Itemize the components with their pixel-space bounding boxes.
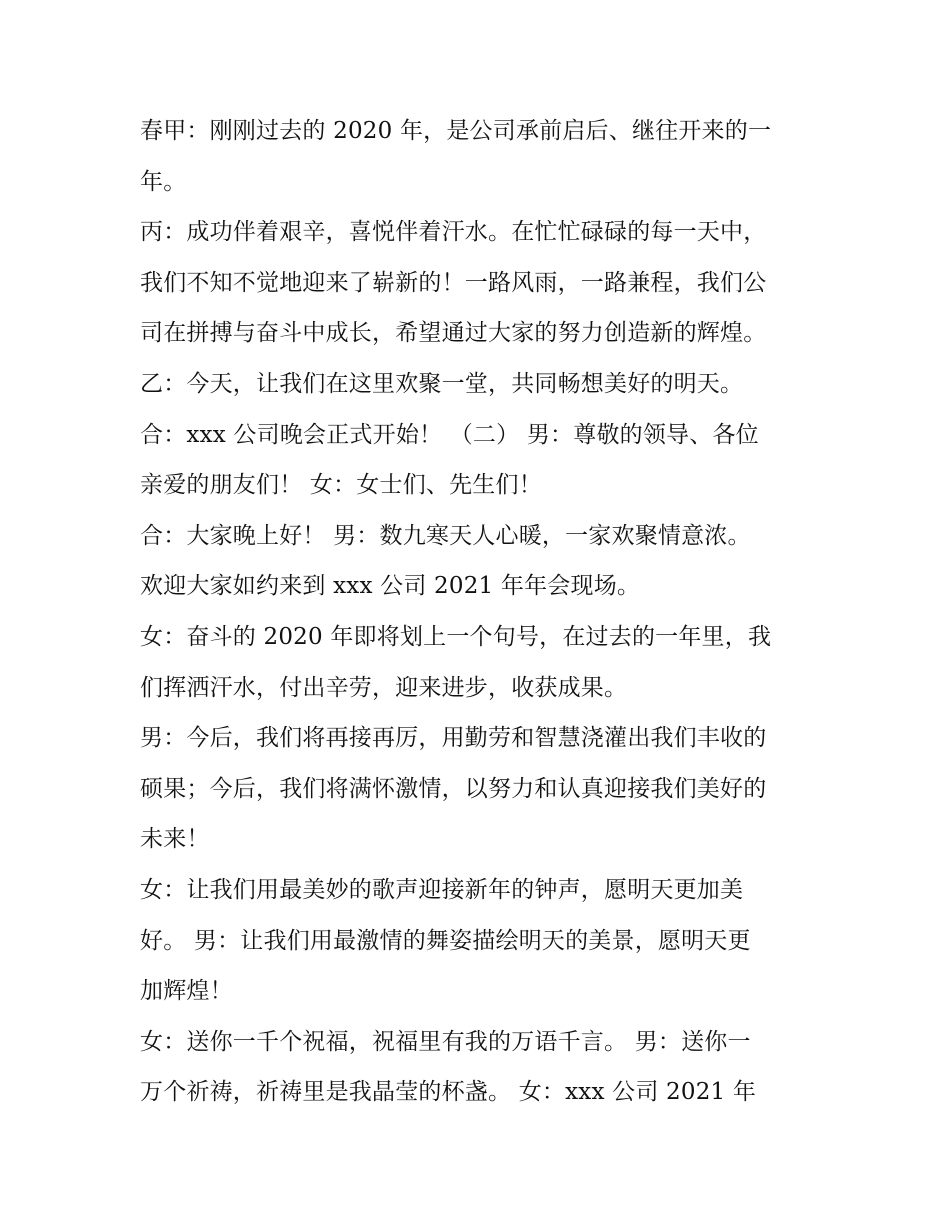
text-line: 年。 bbox=[140, 168, 187, 195]
text-line: 未来！ bbox=[140, 826, 210, 853]
text-line: 合：xxx 公司晚会正式开始！ （二） 男：尊敬的领导、各位 bbox=[140, 421, 759, 448]
text-line: 硕果；今后，我们将满怀激情，以努力和认真迎接我们美好的 bbox=[140, 775, 767, 802]
text-line: 们挥洒汗水，付出辛劳，迎来进步，收获成果。 bbox=[140, 674, 628, 701]
text-line: 女：送你一千个祝福，祝福里有我的万语千言。 男：送你一 bbox=[140, 1028, 751, 1055]
text-line: 合：大家晚上好！ 男：数九寒天人心暖，一家欢聚情意浓。 bbox=[140, 522, 751, 549]
text-line: 乙：今天，让我们在这里欢聚一堂，共同畅想美好的明天。 bbox=[140, 370, 744, 397]
text-line: 丙：成功伴着艰辛，喜悦伴着汗水。在忙忙碌碌的每一天中， bbox=[140, 219, 767, 246]
text-line: 我们不知不觉地迎来了崭新的！一路风雨，一路兼程，我们公 bbox=[140, 269, 767, 296]
text-line: 万个祈祷，祈祷里是我晶莹的杯盏。 女：xxx 公司 2021 年 bbox=[140, 1079, 757, 1106]
text-line: 欢迎大家如约来到 xxx 公司 2021 年年会现场。 bbox=[140, 573, 641, 600]
text-line: 好。 男：让我们用最激情的舞姿描绘明天的美景，愿明天更 bbox=[140, 927, 751, 954]
text-line: 亲爱的朋友们！ 女：女士们、先生们！ bbox=[140, 472, 542, 499]
text-line: 男：今后，我们将再接再厉，用勤劳和智慧浇灌出我们丰收的 bbox=[140, 725, 767, 752]
text-line: 司在拼搏与奋斗中成长，希望通过大家的努力创造新的辉煌。 bbox=[140, 320, 767, 347]
text-line: 春甲：刚刚过去的 2020 年，是公司承前启后、继往开来的一 bbox=[140, 118, 772, 144]
text-line: 女：让我们用最美妙的歌声迎接新年的钟声，愿明天更加美 bbox=[140, 876, 744, 903]
document-body bbox=[140, 106, 820, 1118]
text-line: 加辉煌！ bbox=[140, 978, 233, 1005]
text-line: 女：奋斗的 2020 年即将划上一个句号，在过去的一年里，我 bbox=[140, 623, 772, 650]
